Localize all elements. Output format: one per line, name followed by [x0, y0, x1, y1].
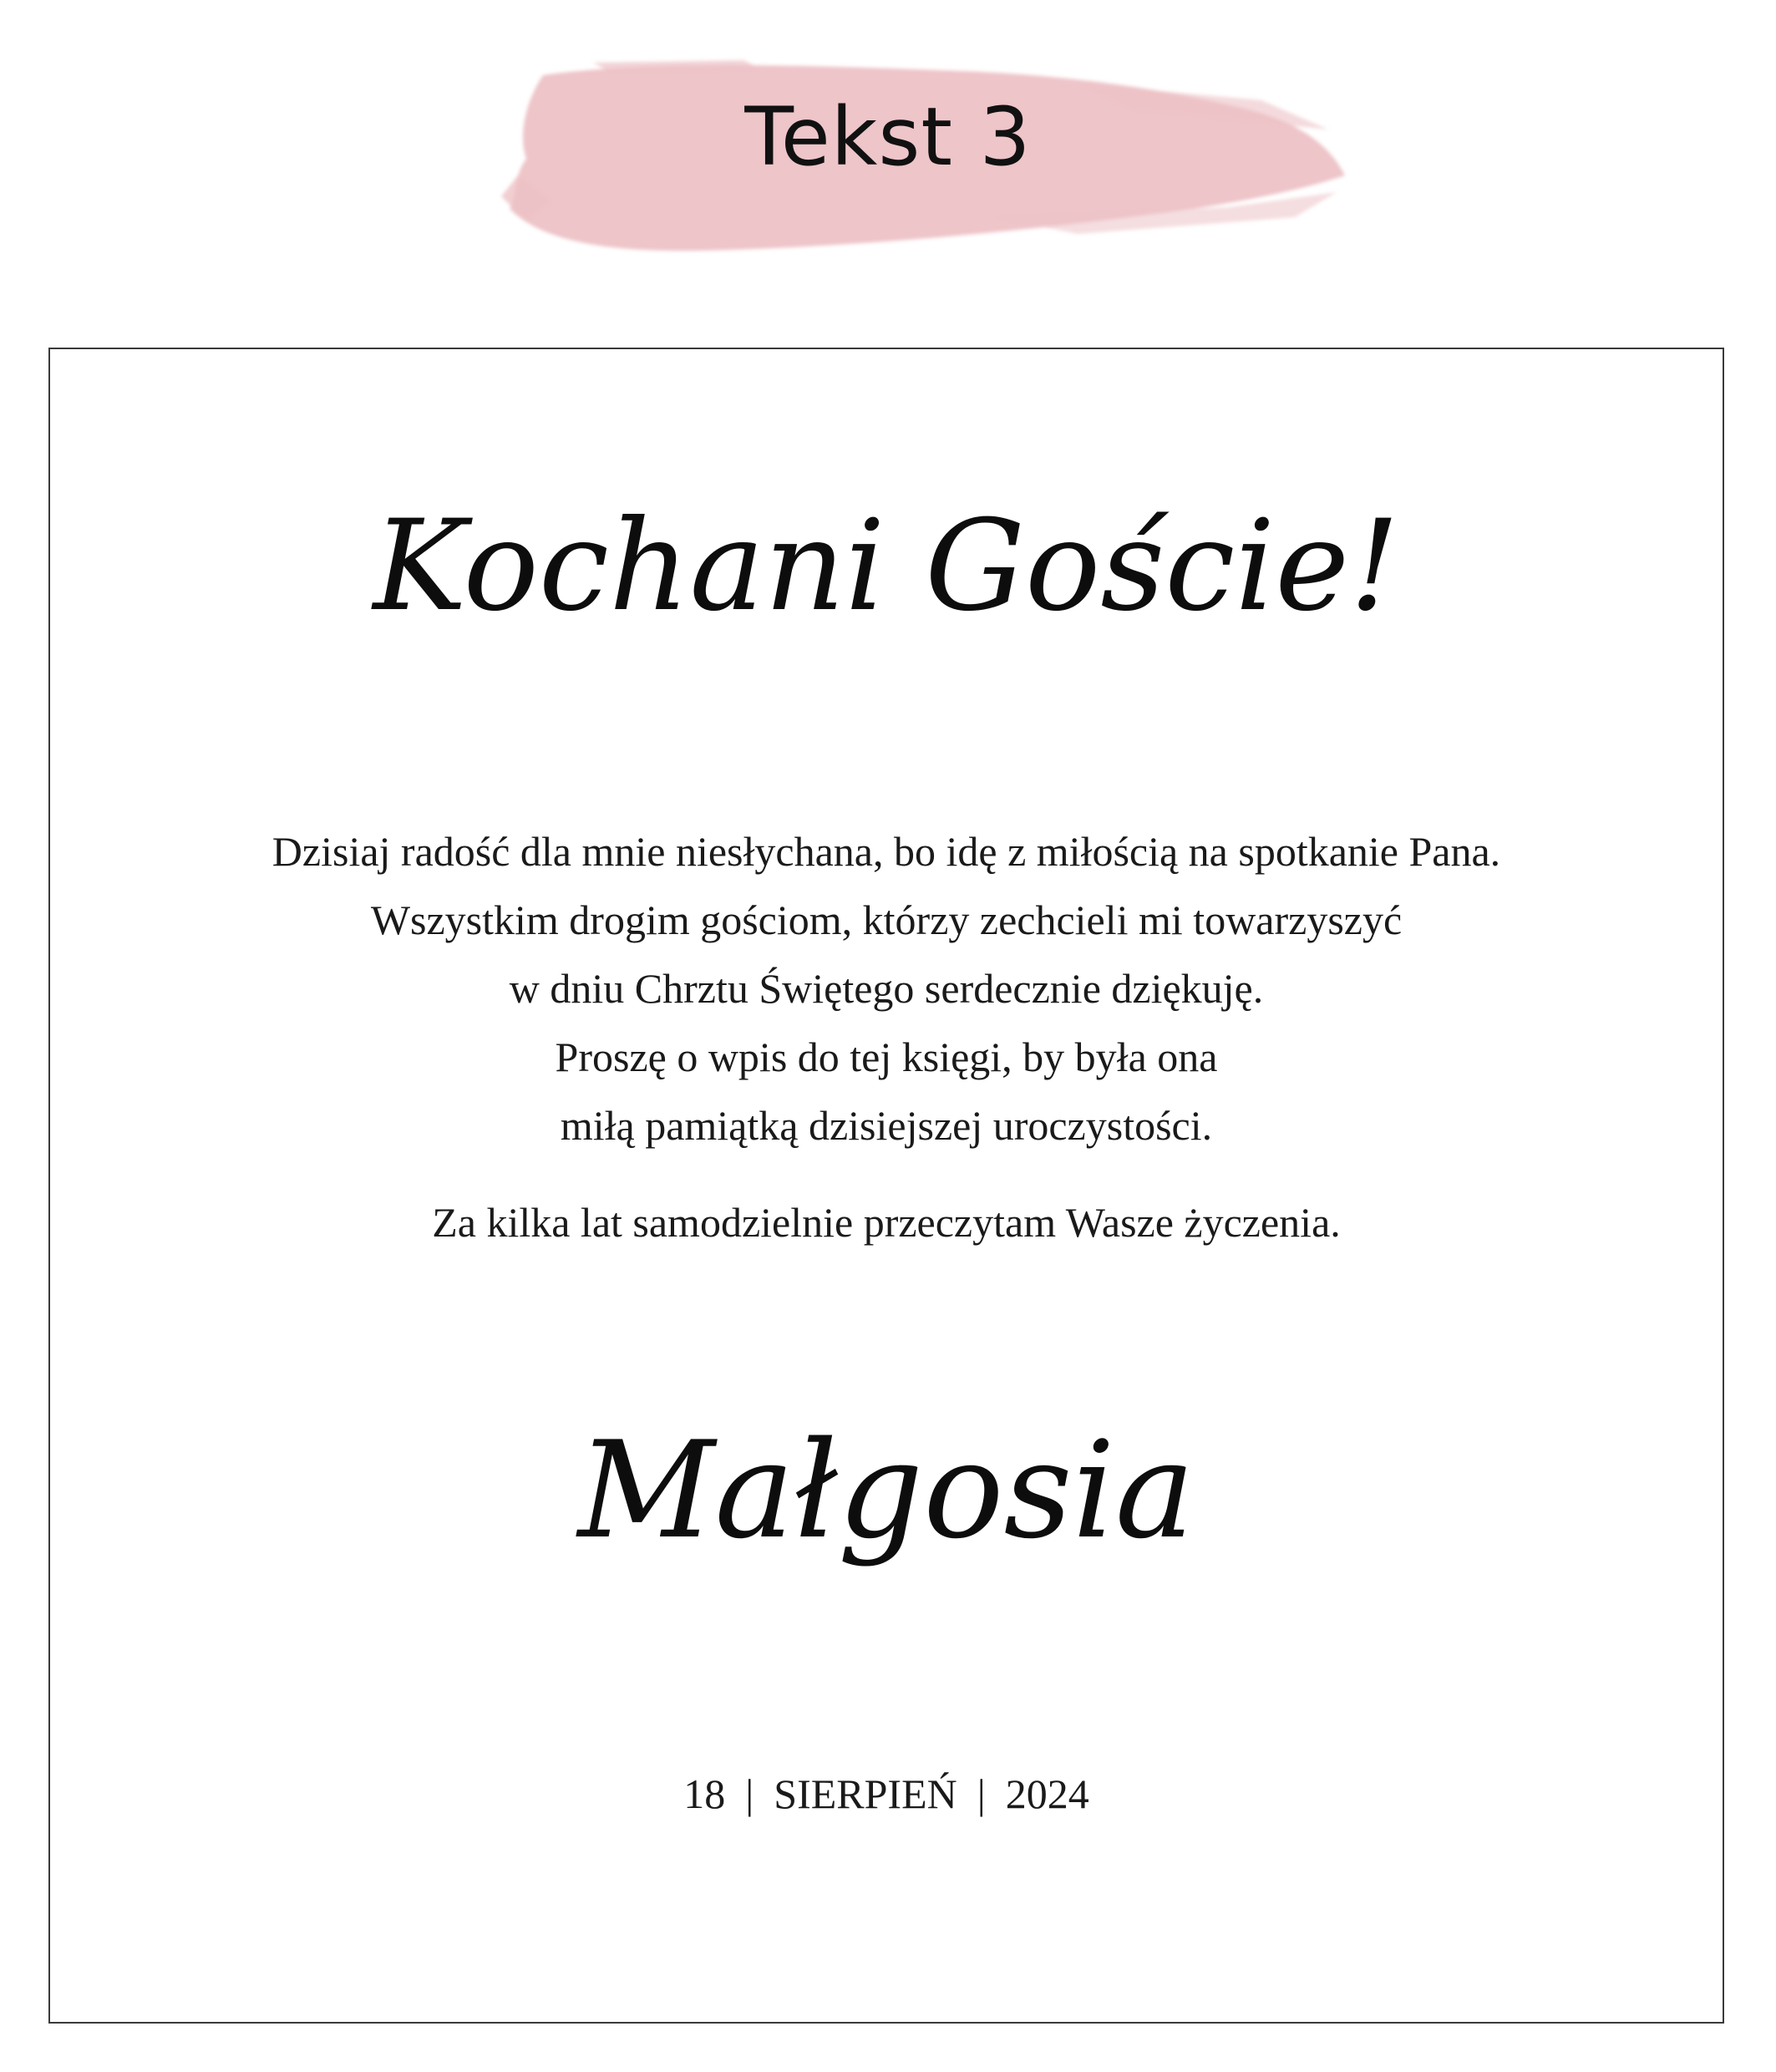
guestbook-card: [48, 348, 1724, 2024]
date-separator: |: [745, 1770, 754, 1817]
body-line: Proszę o wpis do tej księgi, by była ona: [555, 1033, 1218, 1080]
header-title: Tekst 3: [744, 90, 1032, 184]
signature-name: Małgosia: [577, 1412, 1195, 1568]
body-line: miłą pamiątką dzisiejszej uroczystości.: [560, 1102, 1213, 1149]
date-year: 2024: [1005, 1770, 1089, 1817]
date-month: SIERPIEŃ: [774, 1770, 957, 1817]
body-line: Dzisiaj radość dla mnie niesłychana, bo idę z miłością na spotkanie Pana.: [271, 828, 1501, 875]
greeting-heading: Kochani Goście!: [373, 494, 1400, 639]
closing-line: Za kilka lat samodzielnie przeczytam Wasze życzenia.: [432, 1199, 1341, 1246]
body-line: w dniu Chrztu Świętego serdecznie dziękuję.: [509, 965, 1264, 1012]
date-day: 18: [683, 1770, 726, 1817]
body-text: [50, 817, 1723, 1160]
body-line: Wszystkim drogim gościom, którzy zechcieli mi towarzyszyć: [370, 896, 1403, 943]
date-separator: |: [977, 1770, 986, 1817]
event-date: [50, 1770, 1723, 1818]
